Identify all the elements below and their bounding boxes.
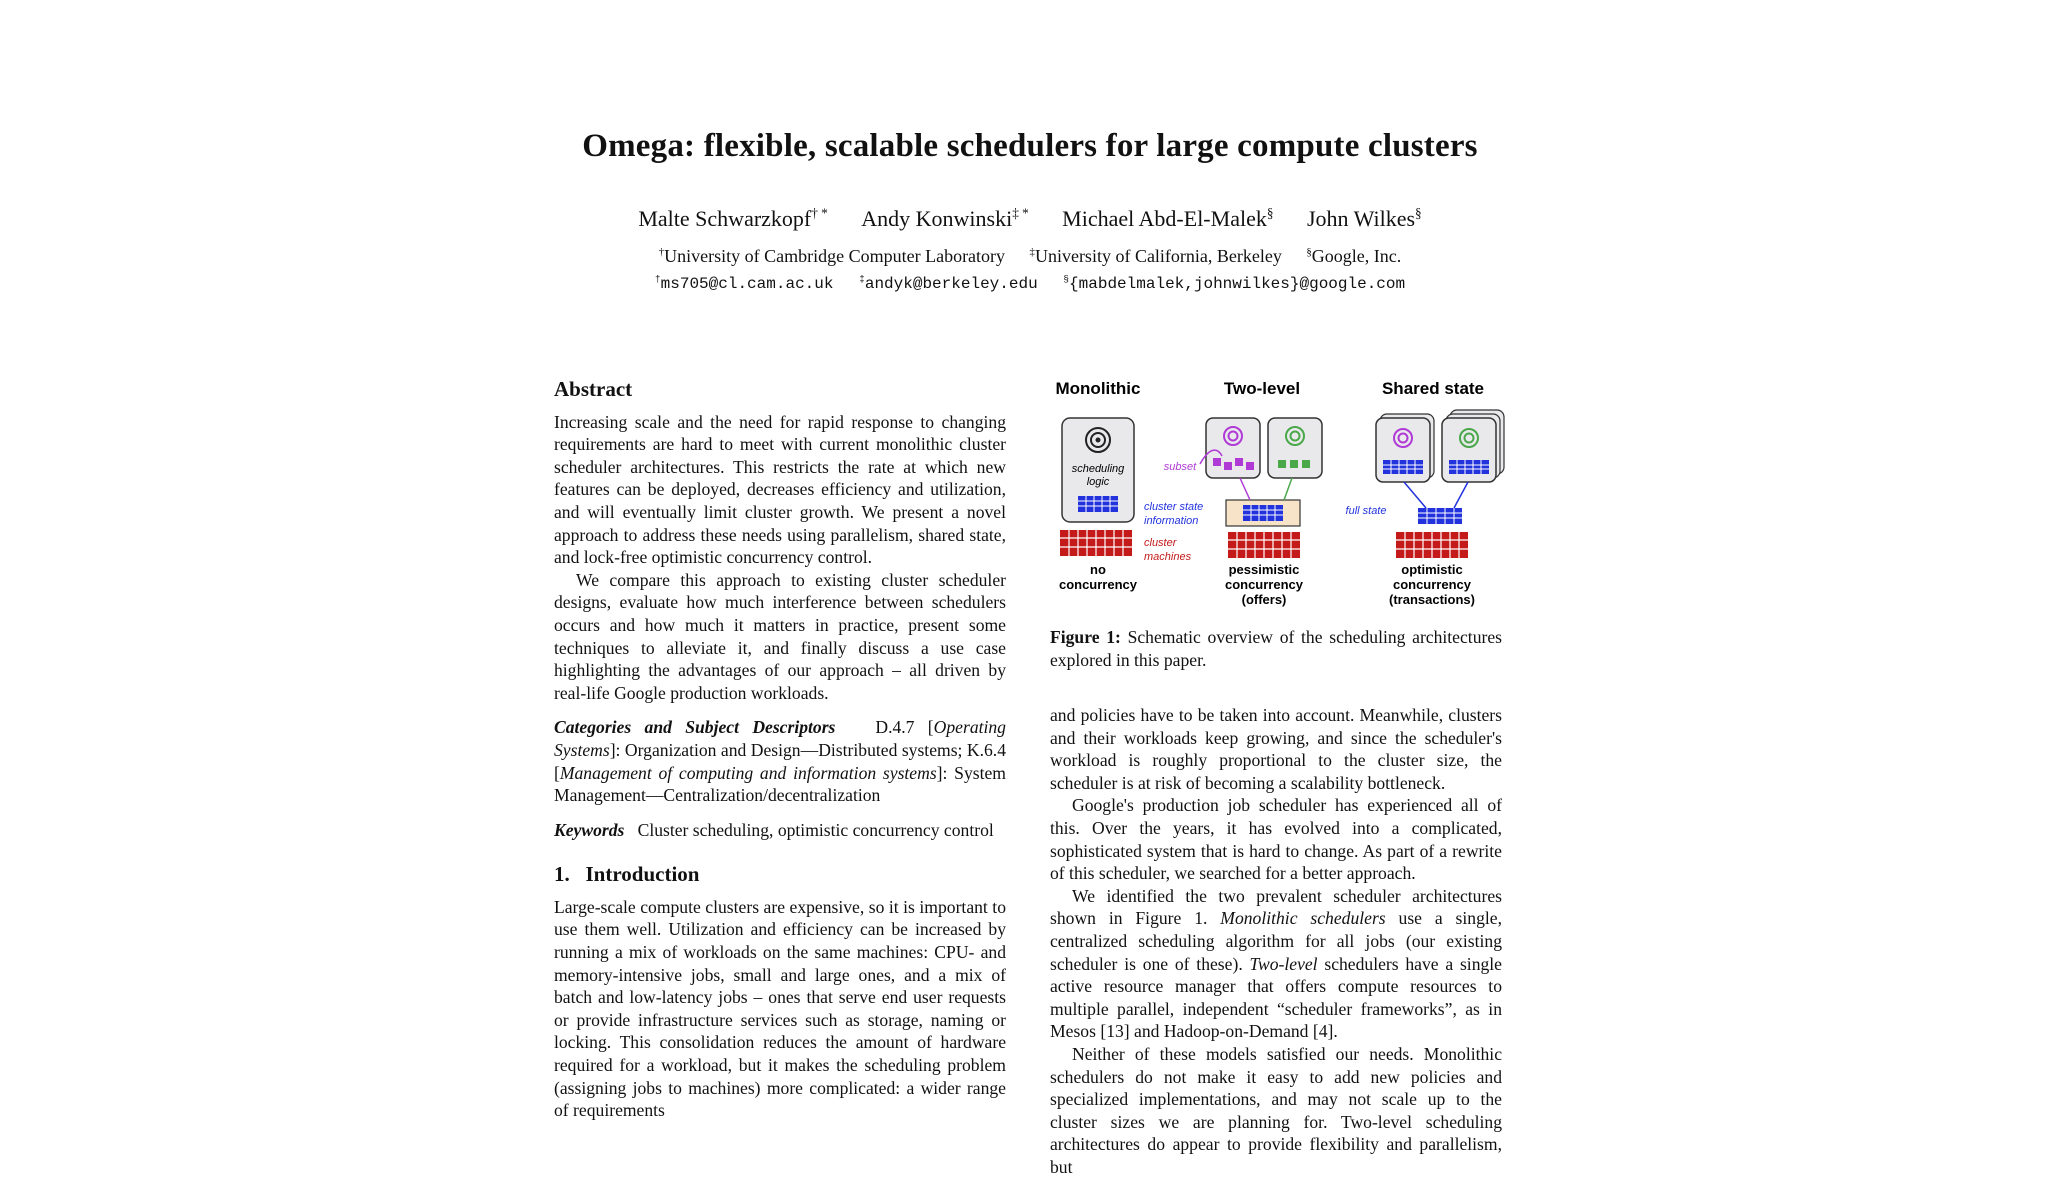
affiliation: ‡University of California, Berkeley [1029,246,1282,266]
categories-descriptors: Categories and Subject Descriptors D.4.7 [Operating Systems]: Organization and Design—Distributed systems; K.6.4 [Management of computing and information systems]: System Management—Centralization/decentralization [554,717,1006,806]
email[interactable]: ‡andyk@berkeley.edu [859,274,1038,294]
author: Michael Abd-El-Malek§ [1062,206,1274,232]
full-state-label: full state [1345,505,1387,517]
figure-1-caption: Figure 1: Schematic overview of the scheduling architectures explored in this paper. [1050,627,1503,670]
abstract-heading: Abstract [554,377,633,401]
affiliation-list [560,246,1500,267]
bottom-label-two-level: pessimistic [1228,562,1300,577]
abstract-paragraph: Increasing scale and the need for rapid response to changing requirements are hard to meet with current monolithic cluster scheduler architectures. This restricts the rate at which new features can be deployed, decreases efficiency and utilization, and will eventually limit cluster growth. We present a novel approach to address these needs using parallelism, shared state, and lock-free optimistic concurrency control. [554,411,1006,568]
svg-text:(offers): (offers) [1241,592,1287,607]
cluster-machines-grid-icon [1396,532,1468,558]
svg-text:concurrency: concurrency [1392,577,1472,592]
cluster-machines-grid-icon [1060,530,1132,556]
svg-text:(transactions): (transactions) [1389,592,1475,607]
email-list [560,274,1500,293]
left-column [554,378,1006,1122]
full-state-grid-icon [1449,460,1489,474]
full-state-connector [1404,482,1426,508]
cluster-machines-grid-icon [1228,532,1300,558]
body-paragraph: and policies have to be taken into account. Meanwhile, clusters and their workloads keep growing, and since the scheduler's workload is roughly proportional to the cluster size, the scheduler is at risk of becoming a scalability bottleneck. [1050,705,1502,793]
email[interactable]: †ms705@cl.cam.ac.uk [654,274,834,294]
cluster-state-grid-icon [1078,496,1118,512]
author-list [600,206,1460,232]
cluster-state-label: cluster state [1144,501,1204,513]
cluster-machines-label: cluster [1144,537,1177,549]
body-paragraph: We identified the two prevalent scheduler architectures shown in Figure 1. Monolithic schedulers use a single, centralized scheduling algorithm for all jobs (our existing scheduler is one of these). Two-level schedulers have a single active resource manager that offers compute resources to multiple parallel, independent “scheduler frameworks”, as in Mesos [13] and Hadoop-on-Demand [4]. [1050,885,1502,1042]
svg-text:concurrency: concurrency [1224,577,1304,592]
panel-title-monolithic: Monolithic [1055,379,1141,398]
svg-text:logic: logic [1086,476,1110,488]
body-paragraph: Google's production job scheduler has experienced all of this. Over the years, it has evolved into a complicated, sophisticated system that is hard to change. As part of a rewrite of this scheduler, we searched for a better approach. [1050,795,1502,884]
affiliation: †University of Cambridge Computer Laboratory [658,246,1006,266]
author: Malte Schwarzkopf† * [638,206,828,232]
figure-1-diagram [1040,374,1510,618]
body-paragraph: Neither of these models satisfied our needs. Monolithic schedulers do not make it easy to add new policies and specialized implementations, and may not scale up to the cluster sizes we are planning for. Two-level scheduling architectures do appear to provide flexibility and parallelism, but [1050,1043,1502,1177]
keywords: Keywords Cluster scheduling, optimistic concurrency control [554,819,994,840]
subset-label: subset [1163,461,1197,473]
full-state-grid-icon [1383,460,1423,474]
abstract-paragraph: We compare this approach to existing cluster scheduler designs, evaluate how much interference between schedulers occurs and how much it matters in practice, present some techniques to alleviate it, and finally discuss a use case highlighting the advantages of our approach – all driven by real-life Google production workloads. [554,569,1006,703]
author: John Wilkes§ [1306,206,1422,232]
intro-paragraph: Large-scale compute clusters are expensive, so it is important to use them well. Utilization and efficiency can be increased by running a mix of workloads on the same machines: CPU- and memory-intensive jobs, small and large ones, and a mix of batch and low-latency jobs – ones that serve end user requests or provide infrastructure services such as storage, naming or locking. This consolidation reduces the amount of hardware required for a workload, but it makes the scheduling problem (assigning jobs to machines) more complicated: a wider range of requirements [554,896,1006,1121]
cluster-state-grid-icon [1243,505,1283,521]
email[interactable]: §{mabdelmalek,johnwilkes}@google.com [1063,274,1406,294]
svg-text:machines: machines [1144,551,1192,563]
bottom-label-shared-state: optimistic [1401,562,1463,577]
subset-blocks-icon [1278,460,1310,468]
offer-connector [1284,478,1292,500]
section-heading-introduction: 1. Introduction [554,862,700,887]
affiliation: §Google, Inc. [1306,246,1402,266]
svg-text:concurrency: concurrency [1058,577,1138,592]
panel-title-shared-state: Shared state [1381,379,1485,398]
shared-cluster-state-grid-icon [1418,508,1462,524]
bottom-label-monolithic: no [1090,562,1106,577]
panel-title-two-level: Two-level [1223,379,1301,398]
offer-connector [1240,478,1250,500]
paper-title: Omega: flexible, scalable schedulers for large compute clusters [582,128,1478,164]
right-column [1050,704,1502,1178]
scheduling-logic-label: scheduling [1071,463,1125,475]
author: Andy Konwinski‡ * [861,206,1029,232]
full-state-connector [1454,482,1468,508]
svg-text:information: information [1144,515,1199,527]
